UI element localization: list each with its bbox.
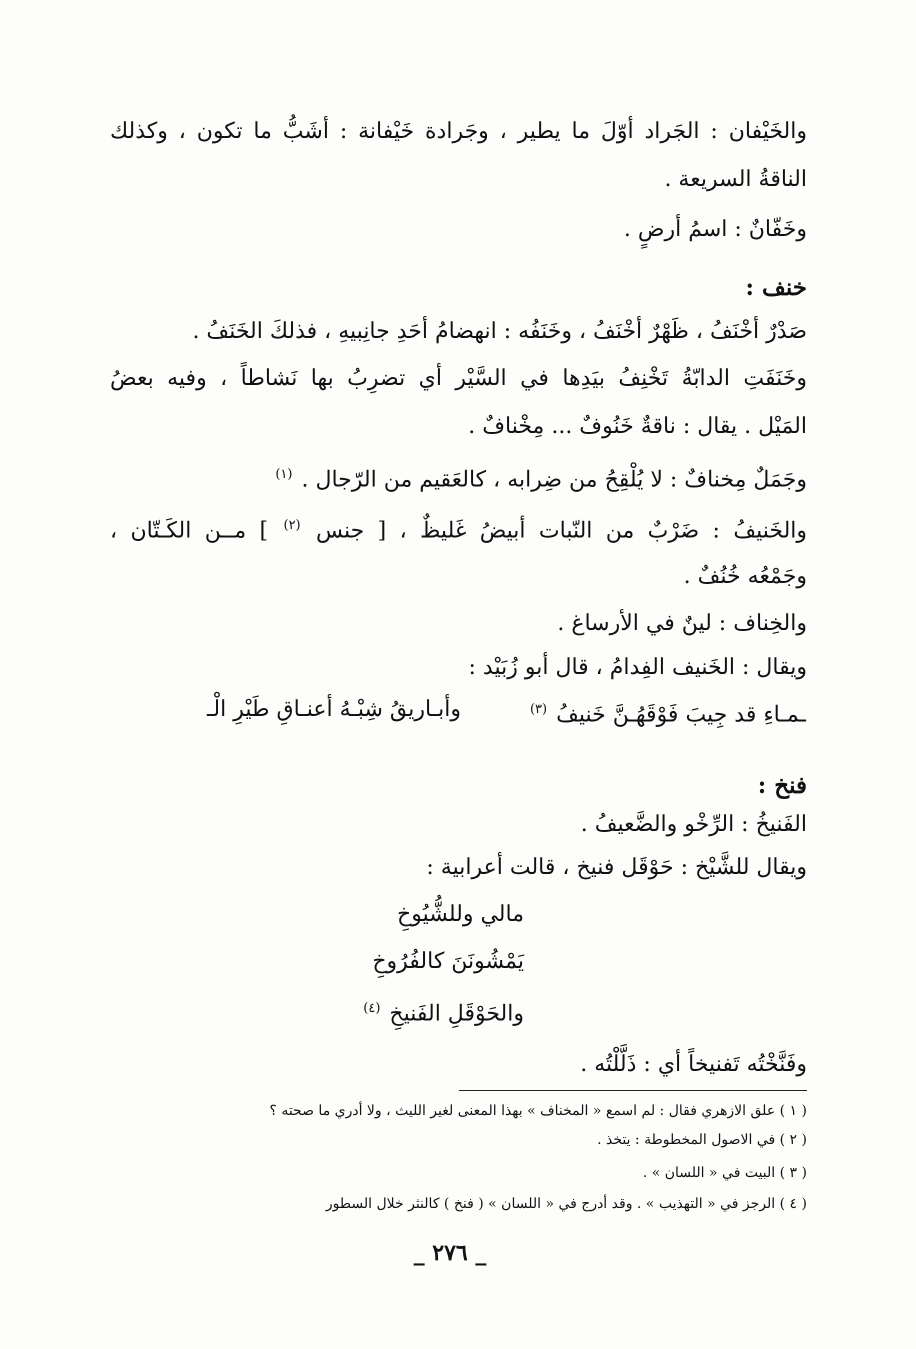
text-line: وخَفّانٌ : اسمُ أرضٍ . <box>623 217 807 242</box>
text-line: الناقةُ السريعة . <box>664 167 807 192</box>
text-line <box>273 455 807 495</box>
text-line: صَدْرٌ أخْنَفُ ، ظَهْرٌ أخْنَفُ ، وخَنَفُه : انهضامُ أحَدِ جانِبيهِ ، فذلكَ الخَنَفُ . <box>192 319 807 344</box>
text-line: والخَيْفان : الجَراد أوّلَ ما يطير ، وجَرادة خَيْفانة : أشَبُّ ما تكون ، وكذلك <box>110 119 807 144</box>
footnote: ( ١ ) علق الازهري فقال : لم اسمع « المخناف » بهذا المعنى لغير الليث ، ولا أدري ما صحته ؟ <box>269 1103 807 1119</box>
footnote-divider <box>459 1090 807 1091</box>
rajaz-line: يَمْشُونَنَ كالفُرُوخِ <box>372 949 524 974</box>
verse-hemistich-left <box>528 690 806 730</box>
text-line: وخَنَفَتِ الدابّةُ تَخْنِفُ بيَدِها في السَّيْر أي تضرِبُ بها نَشاطاً ، وفيه بعضُ <box>110 366 807 391</box>
text-line <box>110 506 807 546</box>
text-line: المَيْل . يقال : ناقةٌ خَنُوفٌ ... مِخْنافٌ . <box>468 414 807 439</box>
text-line: الفَنيخُ : الرِّخْو والضَّعيفُ . <box>580 812 807 837</box>
rajaz-line: مالي وللشُّيُوخِ <box>397 902 524 927</box>
footnote-ref: (١) <box>275 467 293 482</box>
text-line: ويقال : الخَنيف الفِدامُ ، قال أبو زُبَيْد : <box>468 655 807 680</box>
text-segment: والحَوْقَلِ الفَنيخِ <box>389 1001 524 1027</box>
footnote-ref: (٤) <box>363 1001 381 1016</box>
footnote-ref: (٢) <box>283 518 301 533</box>
footnote: ( ٣ ) البيت في « اللسان » . <box>642 1165 807 1181</box>
page-number: _ ٢٧٦ _ <box>413 1240 487 1266</box>
footnote-ref: (٣) <box>529 702 548 717</box>
text-segment: ـمـاءِ قد جِيبَ فَوْقَهُـنَّ خَنيفُ <box>556 702 806 728</box>
text-line: والخِناف : لينٌ في الأرساغ . <box>557 611 807 636</box>
text-segment: والخَنيفُ : ضَرْبٌ من النّبات أبيضُ غَليظٌ ، [ جنس <box>316 518 808 544</box>
footnote: ( ٢ ) في الاصول المخطوطة : يتخذ . <box>597 1132 807 1148</box>
rajaz-line <box>361 989 524 1029</box>
text-line: ويقال للشَّيْخ : حَوْقَل فنيخ ، قالت أعرابية : <box>426 855 807 880</box>
footnote: ( ٤ ) الرجز في « التهذيب » . وقد أدرج في « اللسان » ( فنخ ) كالنثر خلال السطور <box>325 1196 807 1212</box>
text-line: وفَنَّخْتُه تَفنيخاً أي : ذَلَّلْتُه . <box>580 1052 807 1077</box>
entry-heading: خنف : <box>745 274 807 301</box>
verse-hemistich-right: وأبـاريقُ شِبْـهُ أعنـاقِ طَيْرِ الْـ <box>206 697 461 722</box>
entry-heading: فنخ : <box>757 772 807 799</box>
text-segment: ] مــن الكَـتّان ، <box>110 518 269 544</box>
text-line: وجَمْعُه خُنُفٌ . <box>683 564 807 589</box>
text-segment: وجَمَلٌ مِخنافٌ : لا يُلْقِحُ من ضِرابه ، كالعَقيم من الرّجال . <box>301 467 807 493</box>
